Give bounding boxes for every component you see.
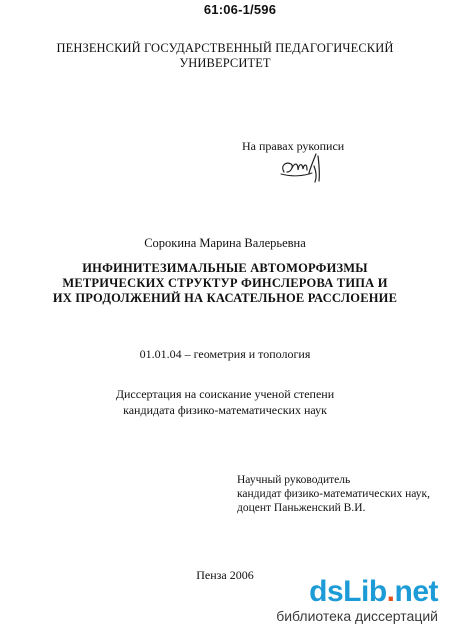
university-line-1: ПЕНЗЕНСКИЙ ГОСУДАРСТВЕННЫЙ ПЕДАГОГИЧЕСКИЙ xyxy=(56,41,394,55)
author-name: Сорокина Марина Валерьевна xyxy=(144,236,306,250)
degree-line-2: кандидата физико-математических наук xyxy=(123,403,327,417)
university-name xyxy=(0,41,450,71)
title-line-1: ИНФИНИТЕЗИМАЛЬНЫЕ АВТОМОРФИЗМЫ xyxy=(82,261,368,275)
advisor-line-2: кандидат физико-математических наук, xyxy=(237,488,430,500)
title-line-2: МЕТРИЧЕСКИХ СТРУКТУР ФИНСЛЕРОВА ТИПА И xyxy=(62,276,388,290)
handwritten-signature xyxy=(278,152,324,184)
dissertation-title xyxy=(0,261,450,306)
scientific-advisor xyxy=(237,473,430,515)
logo-tld: net xyxy=(394,575,438,608)
dslib-watermark xyxy=(252,575,442,627)
archive-stamp-code: 61:06-1/596 xyxy=(203,2,277,17)
logo-dot: . xyxy=(386,575,395,608)
degree-statement xyxy=(0,386,450,418)
advisor-line-3: доцент Паньженский В.И. xyxy=(237,502,366,514)
watermark-subtitle: библиотека диссертаций xyxy=(276,608,438,624)
city-year: Пенза 2006 xyxy=(196,568,254,582)
advisor-line-1: Научный руководитель xyxy=(237,474,351,486)
title-line-3: ИХ ПРОДОЛЖЕНИЙ НА КАСАТЕЛЬНОЕ РАССЛОЕНИЕ xyxy=(52,291,398,305)
degree-line-1: Диссертация на соискание ученой степени xyxy=(115,387,335,401)
specialty-code: 01.01.04 – геометрия и топология xyxy=(139,347,311,361)
manuscript-rights-note: На правах рукописи xyxy=(242,139,345,153)
dslib-logo xyxy=(268,575,438,609)
logo-main: dsLib xyxy=(309,575,387,608)
university-line-2: УНИВЕРСИТЕТ xyxy=(179,56,271,70)
